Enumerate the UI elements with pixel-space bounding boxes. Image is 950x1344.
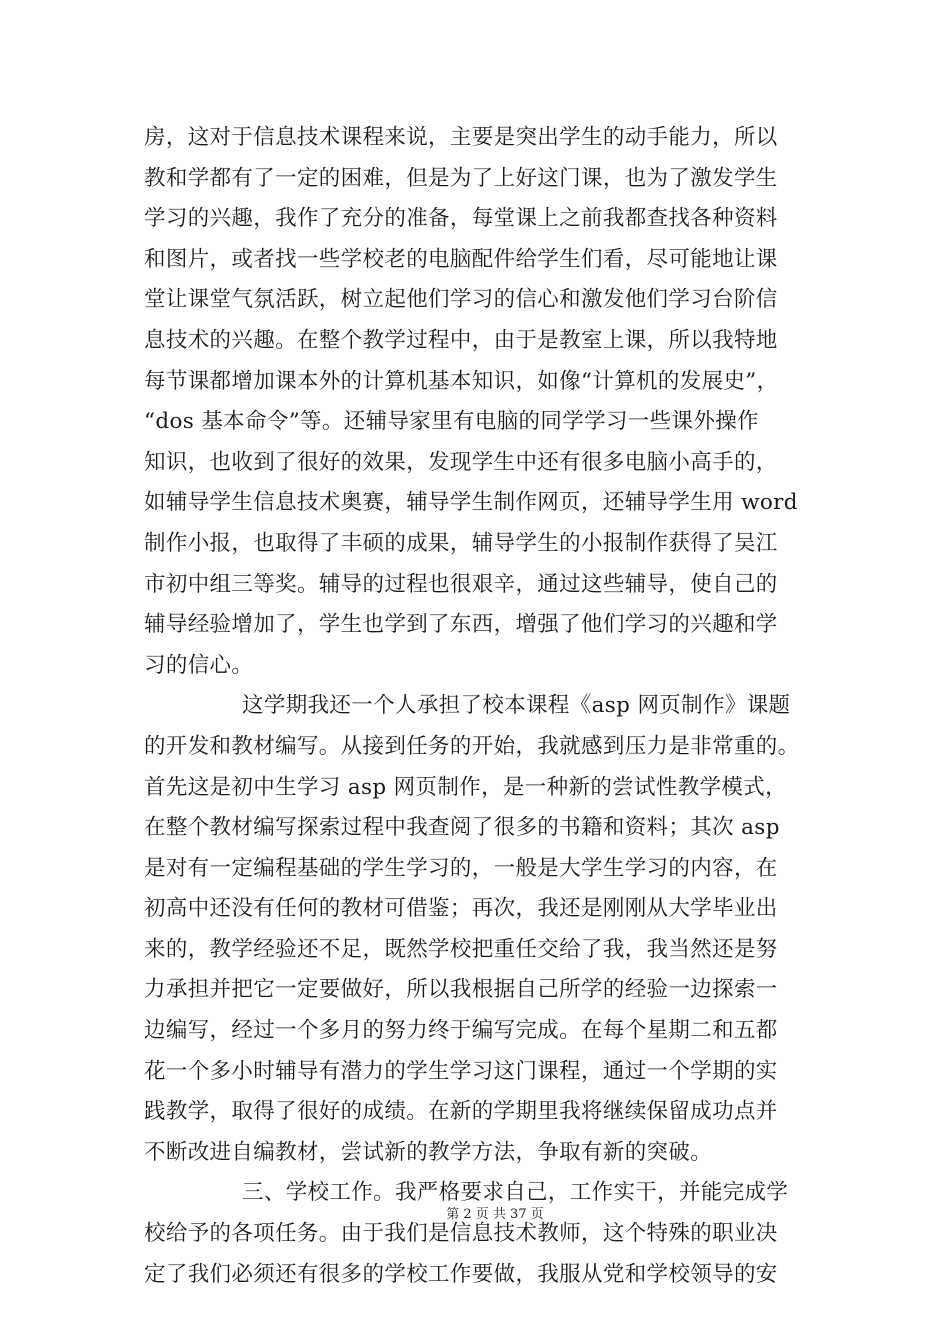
- text-line: 制作小报，也取得了丰硕的成果，辅导学生的小报制作获得了吴江: [144, 530, 778, 556]
- text-line: 力承担并把它一定要做好，所以我根据自己所学的经验一边探索一: [144, 977, 778, 1003]
- text-line: 不断改进自编教材，尝试新的教学方法，争取有新的突破。: [144, 1139, 713, 1165]
- text-line: 初高中还没有任何的教材可借鉴；再次，我还是刚刚从大学毕业出: [144, 896, 778, 922]
- text-line: 是对有一定编程基础的学生学习的，一般是大学生学习的内容，在: [144, 855, 778, 881]
- text-line: 如辅导学生信息技术奥赛，辅导学生制作网页，还辅导学生用 word: [144, 490, 798, 516]
- text-line: 来的，教学经验还不足，既然学校把重任交给了我，我当然还是努: [144, 936, 778, 962]
- text-line: 和图片，或者找一些学校老的电脑配件给学生们看，尽可能地让课: [144, 246, 778, 272]
- text-line: 践教学，取得了很好的成绩。在新的学期里我将继续保留成功点并: [144, 1099, 778, 1125]
- text-line: 习的信心。: [144, 652, 254, 678]
- text-line: 首先这是初中生学习 asp 网页制作，是一种新的尝试性教学模式，: [144, 774, 787, 800]
- text-line: 边编写，经过一个多月的努力终于编写完成。在每个星期二和五都: [144, 1018, 778, 1044]
- text-line: “dos 基本命令”等。还辅导家里有电脑的同学学习一些课外操作: [144, 409, 759, 435]
- text-line: 校给予的各项任务。由于我们是信息技术教师，这个特殊的职业决: [144, 1221, 778, 1247]
- text-line: 教和学都有了一定的困难，但是为了上好这门课，也为了激发学生: [144, 165, 778, 191]
- text-line: 息技术的兴趣。在整个教学过程中，由于是教室上课，所以我特地: [144, 327, 778, 353]
- text-line: 学习的兴趣，我作了充分的准备，每堂课上之前我都查找各种资料: [144, 206, 778, 232]
- section-heading-line: 三、学校工作。我严格要求自己，工作实干，并能完成学: [242, 1180, 789, 1206]
- text-line: 堂让课堂气氛活跃，树立起他们学习的信心和激发他们学习台阶信: [144, 287, 778, 313]
- text-line: 每节课都增加课本外的计算机基本知识，如像“计算机的发展史”，: [144, 368, 779, 394]
- paragraph-first-line: 这学期我还一个人承担了校本课程《asp 网页制作》课题: [242, 693, 791, 719]
- document-body: [144, 118, 834, 1295]
- text-line: 辅导经验增加了，学生也学到了东西，增强了他们学习的兴趣和学: [144, 612, 778, 638]
- text-line: 定了我们必须还有很多的学校工作要做，我服从党和学校领导的安: [144, 1261, 778, 1287]
- text-line: 花一个多小时辅导有潜力的学生学习这门课程，通过一个学期的实: [144, 1058, 778, 1084]
- text-line: 在整个教材编写探索过程中我查阅了很多的书籍和资料；其次 asp: [144, 815, 780, 841]
- text-line: 房，这对于信息技术课程来说，主要是突出学生的动手能力，所以: [144, 125, 778, 150]
- text-line: 的开发和教材编写。从接到任务的开始，我就感到压力是非常重的。: [144, 733, 800, 759]
- page-number-footer: 第 2 页 共 37 页: [446, 1207, 544, 1222]
- text-line: 市初中组三等奖。辅导的过程也很艰辛，通过这些辅导，使自己的: [144, 571, 778, 597]
- text-line: 知识，也收到了很好的效果，发现学生中还有很多电脑小高手的，: [144, 449, 778, 475]
